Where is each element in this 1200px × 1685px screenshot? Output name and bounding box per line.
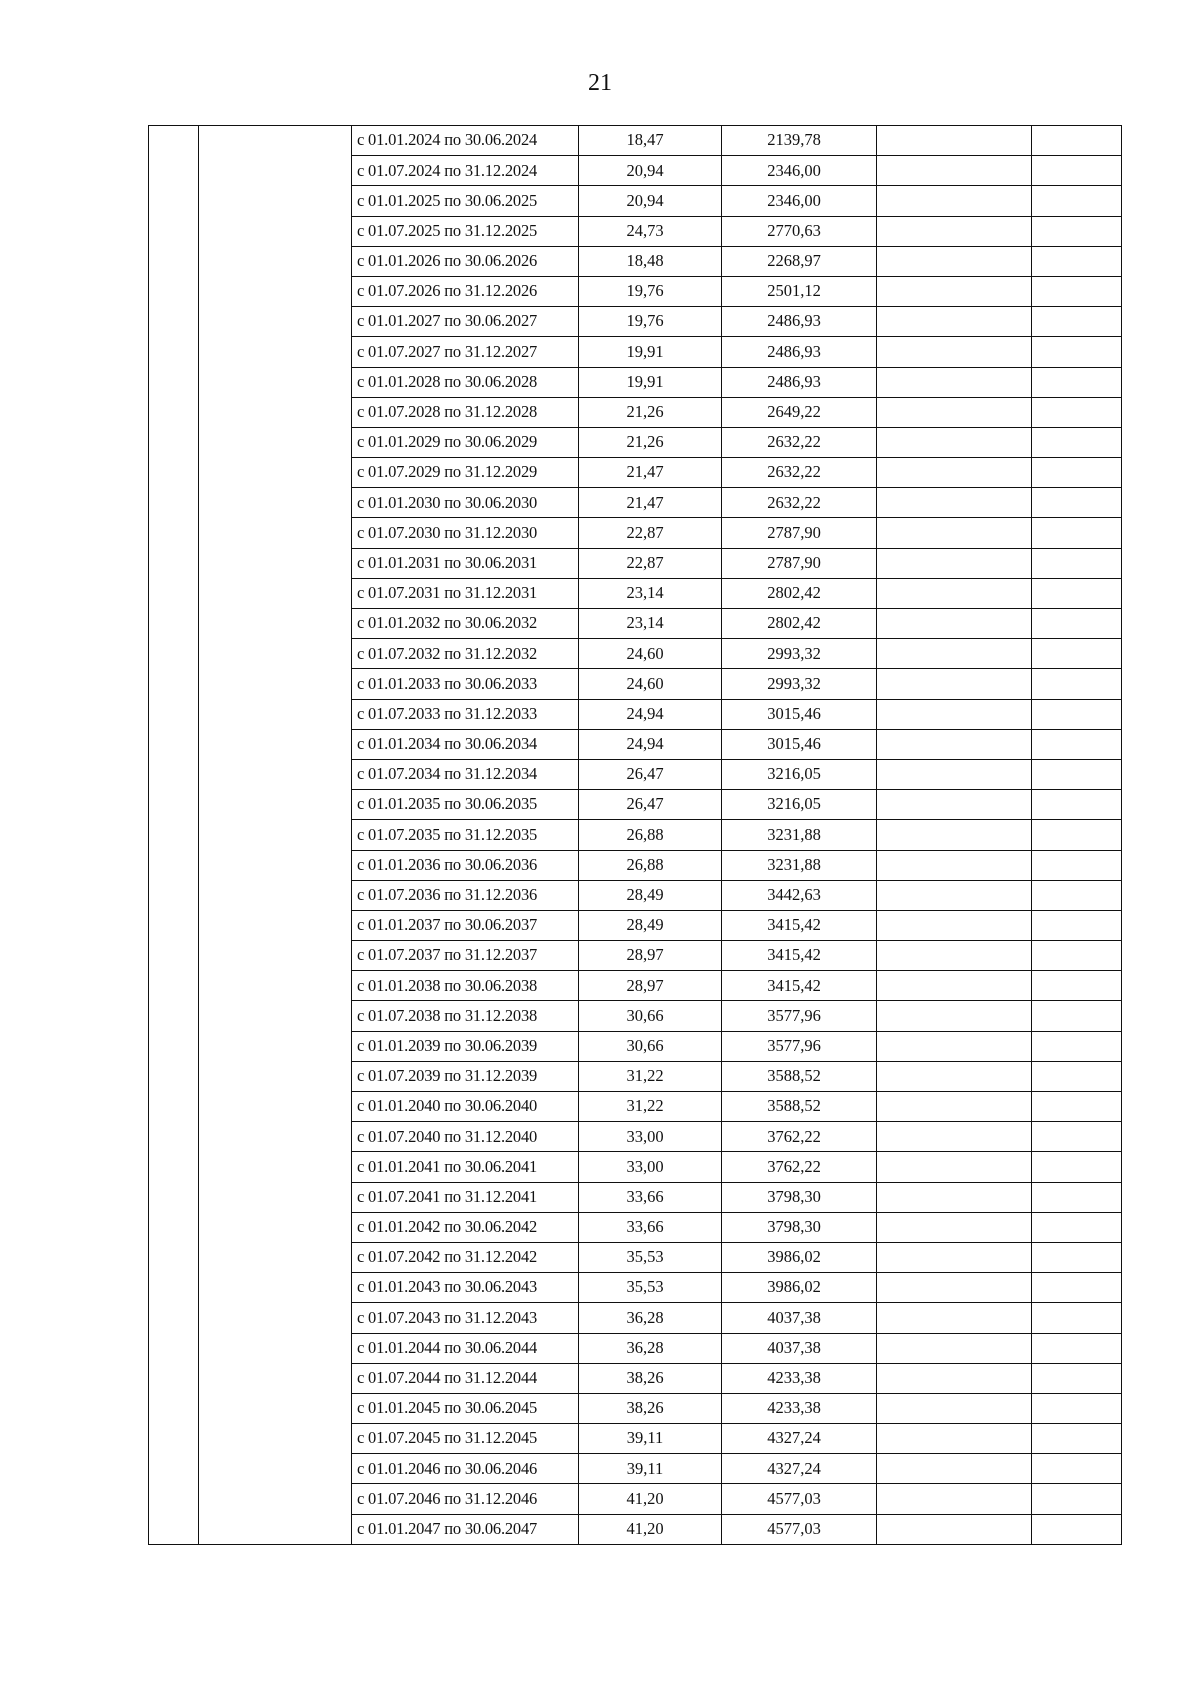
rate-cell: 39,11 (579, 1454, 722, 1484)
empty-cell (1032, 609, 1122, 639)
empty-cell (877, 971, 1032, 1001)
rate-cell: 21,26 (579, 397, 722, 427)
price-cell: 3216,05 (722, 790, 877, 820)
price-cell: 3798,30 (722, 1212, 877, 1242)
rate-cell: 35,53 (579, 1273, 722, 1303)
price-cell: 2268,97 (722, 246, 877, 276)
empty-cell (877, 1212, 1032, 1242)
empty-cell (877, 910, 1032, 940)
price-cell: 3577,96 (722, 1001, 877, 1031)
rate-cell: 36,28 (579, 1333, 722, 1363)
period-cell: с 01.07.2039 по 31.12.2039 (352, 1061, 579, 1091)
empty-cell (1032, 790, 1122, 820)
rate-cell: 33,00 (579, 1122, 722, 1152)
period-cell: с 01.07.2035 по 31.12.2035 (352, 820, 579, 850)
empty-cell (877, 1122, 1032, 1152)
price-cell: 3798,30 (722, 1182, 877, 1212)
period-cell: с 01.01.2039 по 30.06.2039 (352, 1031, 579, 1061)
empty-cell (1032, 578, 1122, 608)
period-cell: с 01.01.2026 по 30.06.2026 (352, 246, 579, 276)
price-cell: 2632,22 (722, 427, 877, 457)
empty-cell (877, 1061, 1032, 1091)
period-cell: с 01.07.2043 по 31.12.2043 (352, 1303, 579, 1333)
rate-cell: 28,49 (579, 880, 722, 910)
rate-cell: 33,66 (579, 1182, 722, 1212)
period-cell: с 01.01.2031 по 30.06.2031 (352, 548, 579, 578)
empty-cell (1032, 1212, 1122, 1242)
empty-cell (877, 759, 1032, 789)
rate-cell: 21,47 (579, 458, 722, 488)
rate-cell: 24,94 (579, 699, 722, 729)
page-number: 21 (588, 70, 612, 96)
empty-cell (1032, 246, 1122, 276)
period-cell: с 01.07.2040 по 31.12.2040 (352, 1122, 579, 1152)
empty-cell (1032, 759, 1122, 789)
period-cell: с 01.01.2032 по 30.06.2032 (352, 609, 579, 639)
empty-cell (1032, 1424, 1122, 1454)
price-cell: 4577,03 (722, 1484, 877, 1514)
price-cell: 3216,05 (722, 759, 877, 789)
empty-cell (877, 276, 1032, 306)
empty-cell (877, 216, 1032, 246)
period-cell: с 01.01.2047 по 30.06.2047 (352, 1514, 579, 1544)
rate-cell: 33,66 (579, 1212, 722, 1242)
period-cell: с 01.07.2026 по 31.12.2026 (352, 276, 579, 306)
price-cell: 2770,63 (722, 216, 877, 246)
empty-cell (1032, 971, 1122, 1001)
rate-cell: 18,47 (579, 126, 722, 156)
empty-cell (877, 790, 1032, 820)
price-cell: 3588,52 (722, 1092, 877, 1122)
price-cell: 4233,38 (722, 1363, 877, 1393)
period-cell: с 01.07.2036 по 31.12.2036 (352, 880, 579, 910)
price-cell: 2346,00 (722, 156, 877, 186)
period-cell: с 01.01.2030 по 30.06.2030 (352, 488, 579, 518)
price-cell: 3415,42 (722, 910, 877, 940)
rate-cell: 24,94 (579, 729, 722, 759)
empty-cell (877, 518, 1032, 548)
period-cell: с 01.01.2040 по 30.06.2040 (352, 1092, 579, 1122)
rate-cell: 31,22 (579, 1061, 722, 1091)
empty-cell (877, 1182, 1032, 1212)
rate-cell: 41,20 (579, 1514, 722, 1544)
rate-cell: 28,97 (579, 971, 722, 1001)
price-cell: 2993,32 (722, 669, 877, 699)
period-cell: с 01.07.2041 по 31.12.2041 (352, 1182, 579, 1212)
empty-cell (877, 1273, 1032, 1303)
price-cell: 3588,52 (722, 1061, 877, 1091)
empty-cell (877, 1484, 1032, 1514)
empty-cell (877, 609, 1032, 639)
rate-cell: 41,20 (579, 1484, 722, 1514)
empty-cell (877, 337, 1032, 367)
price-cell: 2787,90 (722, 518, 877, 548)
rate-cell: 26,88 (579, 850, 722, 880)
table-row (149, 126, 1122, 156)
price-cell: 3762,22 (722, 1152, 877, 1182)
empty-cell (877, 1092, 1032, 1122)
period-cell: с 01.01.2041 по 30.06.2041 (352, 1152, 579, 1182)
empty-cell (877, 1454, 1032, 1484)
empty-cell (1032, 458, 1122, 488)
empty-cell (877, 941, 1032, 971)
empty-cell (877, 729, 1032, 759)
rate-cell: 22,87 (579, 548, 722, 578)
empty-cell (877, 850, 1032, 880)
rate-cell: 31,22 (579, 1092, 722, 1122)
price-cell: 3986,02 (722, 1273, 877, 1303)
rate-cell: 38,26 (579, 1363, 722, 1393)
period-cell: с 01.01.2029 по 30.06.2029 (352, 427, 579, 457)
empty-cell (1032, 488, 1122, 518)
empty-cell (1032, 1363, 1122, 1393)
period-cell: с 01.01.2044 по 30.06.2044 (352, 1333, 579, 1363)
empty-cell (1032, 1182, 1122, 1212)
price-cell: 4327,24 (722, 1454, 877, 1484)
empty-cell (877, 639, 1032, 669)
period-cell: с 01.01.2034 по 30.06.2034 (352, 729, 579, 759)
empty-cell (877, 1152, 1032, 1182)
empty-cell (877, 1514, 1032, 1544)
rate-cell: 21,47 (579, 488, 722, 518)
rate-cell: 26,47 (579, 790, 722, 820)
price-cell: 3231,88 (722, 820, 877, 850)
price-cell: 2139,78 (722, 126, 877, 156)
period-cell: с 01.01.2042 по 30.06.2042 (352, 1212, 579, 1242)
period-cell: с 01.01.2033 по 30.06.2033 (352, 669, 579, 699)
empty-cell (1032, 548, 1122, 578)
price-cell: 2802,42 (722, 609, 877, 639)
empty-cell (877, 307, 1032, 337)
period-cell: с 01.07.2031 по 31.12.2031 (352, 578, 579, 608)
tariff-table (148, 125, 1122, 1545)
period-cell: с 01.07.2030 по 31.12.2030 (352, 518, 579, 548)
empty-cell (877, 548, 1032, 578)
rate-cell: 30,66 (579, 1001, 722, 1031)
period-cell: с 01.07.2032 по 31.12.2032 (352, 639, 579, 669)
rate-cell: 38,26 (579, 1393, 722, 1423)
empty-cell (1032, 910, 1122, 940)
price-cell: 4037,38 (722, 1333, 877, 1363)
rate-cell: 24,60 (579, 639, 722, 669)
empty-cell (1032, 850, 1122, 880)
empty-cell (877, 488, 1032, 518)
rate-cell: 19,91 (579, 337, 722, 367)
period-cell: с 01.07.2028 по 31.12.2028 (352, 397, 579, 427)
empty-cell (1032, 880, 1122, 910)
empty-cell (1032, 216, 1122, 246)
rate-cell: 36,28 (579, 1303, 722, 1333)
empty-cell (877, 186, 1032, 216)
empty-cell (877, 1333, 1032, 1363)
empty-cell (1032, 186, 1122, 216)
rate-cell: 23,14 (579, 609, 722, 639)
period-cell: с 01.01.2035 по 30.06.2035 (352, 790, 579, 820)
rate-cell: 24,60 (579, 669, 722, 699)
period-cell: с 01.07.2027 по 31.12.2027 (352, 337, 579, 367)
price-cell: 3986,02 (722, 1242, 877, 1272)
empty-cell (1032, 1001, 1122, 1031)
period-cell: с 01.07.2033 по 31.12.2033 (352, 699, 579, 729)
rate-cell: 28,97 (579, 941, 722, 971)
rate-cell: 20,94 (579, 186, 722, 216)
period-cell: с 01.07.2044 по 31.12.2044 (352, 1363, 579, 1393)
period-cell: с 01.07.2037 по 31.12.2037 (352, 941, 579, 971)
period-cell: с 01.07.2034 по 31.12.2034 (352, 759, 579, 789)
rate-cell: 35,53 (579, 1242, 722, 1272)
empty-cell (1032, 1092, 1122, 1122)
empty-cell (1032, 1273, 1122, 1303)
period-cell: с 01.07.2038 по 31.12.2038 (352, 1001, 579, 1031)
empty-cell (1032, 518, 1122, 548)
empty-cell (877, 820, 1032, 850)
empty-cell (1032, 156, 1122, 186)
empty-cell (877, 156, 1032, 186)
empty-cell (877, 397, 1032, 427)
rate-cell: 22,87 (579, 518, 722, 548)
empty-cell (1032, 820, 1122, 850)
empty-cell (1032, 1484, 1122, 1514)
period-cell: с 01.01.2037 по 30.06.2037 (352, 910, 579, 940)
period-cell: с 01.01.2045 по 30.06.2045 (352, 1393, 579, 1423)
price-cell: 3442,63 (722, 880, 877, 910)
empty-cell (877, 578, 1032, 608)
empty-cell (1032, 1031, 1122, 1061)
period-cell: с 01.01.2036 по 30.06.2036 (352, 850, 579, 880)
period-cell: с 01.07.2024 по 31.12.2024 (352, 156, 579, 186)
empty-cell (877, 699, 1032, 729)
rate-cell: 19,91 (579, 367, 722, 397)
empty-cell (1032, 126, 1122, 156)
empty-cell (877, 367, 1032, 397)
empty-cell (1032, 1242, 1122, 1272)
rate-cell: 26,88 (579, 820, 722, 850)
rate-cell: 33,00 (579, 1152, 722, 1182)
empty-cell (1032, 427, 1122, 457)
price-cell: 2649,22 (722, 397, 877, 427)
price-cell: 2993,32 (722, 639, 877, 669)
rate-cell: 26,47 (579, 759, 722, 789)
empty-cell (1032, 941, 1122, 971)
price-cell: 2787,90 (722, 548, 877, 578)
price-cell: 3577,96 (722, 1031, 877, 1061)
empty-cell (1032, 1393, 1122, 1423)
empty-cell (877, 1303, 1032, 1333)
empty-cell (877, 880, 1032, 910)
period-cell: с 01.01.2024 по 30.06.2024 (352, 126, 579, 156)
price-cell: 2632,22 (722, 488, 877, 518)
price-cell: 2501,12 (722, 276, 877, 306)
empty-cell (1032, 699, 1122, 729)
empty-cell (877, 1242, 1032, 1272)
price-cell: 4327,24 (722, 1424, 877, 1454)
rate-cell: 21,26 (579, 427, 722, 457)
rate-cell: 28,49 (579, 910, 722, 940)
rate-cell: 24,73 (579, 216, 722, 246)
period-cell: с 01.07.2029 по 31.12.2029 (352, 458, 579, 488)
price-cell: 3415,42 (722, 941, 877, 971)
price-cell: 4233,38 (722, 1393, 877, 1423)
empty-cell (1032, 1514, 1122, 1544)
empty-cell (1032, 1152, 1122, 1182)
empty-cell (1032, 397, 1122, 427)
empty-cell (1032, 1303, 1122, 1333)
empty-cell (877, 1363, 1032, 1393)
rate-cell: 30,66 (579, 1031, 722, 1061)
empty-cell (1032, 729, 1122, 759)
rate-cell: 23,14 (579, 578, 722, 608)
empty-cell (877, 1001, 1032, 1031)
price-cell: 3415,42 (722, 971, 877, 1001)
price-cell: 2346,00 (722, 186, 877, 216)
price-cell: 3231,88 (722, 850, 877, 880)
empty-cell (1032, 367, 1122, 397)
price-cell: 2632,22 (722, 458, 877, 488)
table-body (149, 126, 1122, 1545)
rate-cell: 19,76 (579, 307, 722, 337)
price-cell: 4037,38 (722, 1303, 877, 1333)
empty-cell (1032, 639, 1122, 669)
empty-cell (1032, 1454, 1122, 1484)
empty-cell (877, 458, 1032, 488)
empty-cell (877, 1393, 1032, 1423)
empty-cell (877, 126, 1032, 156)
empty-cell (877, 1031, 1032, 1061)
empty-cell (877, 669, 1032, 699)
period-cell: с 01.07.2046 по 31.12.2046 (352, 1484, 579, 1514)
rate-cell: 39,11 (579, 1424, 722, 1454)
period-cell: с 01.07.2045 по 31.12.2045 (352, 1424, 579, 1454)
price-cell: 2486,93 (722, 337, 877, 367)
empty-cell (1032, 337, 1122, 367)
empty-cell (1032, 669, 1122, 699)
period-cell: с 01.01.2028 по 30.06.2028 (352, 367, 579, 397)
period-cell: с 01.01.2046 по 30.06.2046 (352, 1454, 579, 1484)
empty-cell (1032, 1333, 1122, 1363)
period-cell: с 01.07.2025 по 31.12.2025 (352, 216, 579, 246)
rate-cell: 18,48 (579, 246, 722, 276)
period-cell: с 01.01.2027 по 30.06.2027 (352, 307, 579, 337)
price-cell: 4577,03 (722, 1514, 877, 1544)
empty-cell (877, 246, 1032, 276)
period-cell: с 01.01.2025 по 30.06.2025 (352, 186, 579, 216)
empty-cell (1032, 1061, 1122, 1091)
rate-cell: 19,76 (579, 276, 722, 306)
period-cell: с 01.01.2038 по 30.06.2038 (352, 971, 579, 1001)
rate-cell: 20,94 (579, 156, 722, 186)
number-column-cell (149, 126, 199, 1545)
empty-cell (877, 427, 1032, 457)
price-cell: 3015,46 (722, 699, 877, 729)
price-cell: 3762,22 (722, 1122, 877, 1152)
period-cell: с 01.01.2043 по 30.06.2043 (352, 1273, 579, 1303)
empty-cell (877, 1424, 1032, 1454)
price-cell: 3015,46 (722, 729, 877, 759)
name-column-cell (199, 126, 352, 1545)
empty-cell (1032, 307, 1122, 337)
empty-cell (1032, 276, 1122, 306)
empty-cell (1032, 1122, 1122, 1152)
price-cell: 2486,93 (722, 367, 877, 397)
period-cell: с 01.07.2042 по 31.12.2042 (352, 1242, 579, 1272)
price-cell: 2802,42 (722, 578, 877, 608)
price-cell: 2486,93 (722, 307, 877, 337)
